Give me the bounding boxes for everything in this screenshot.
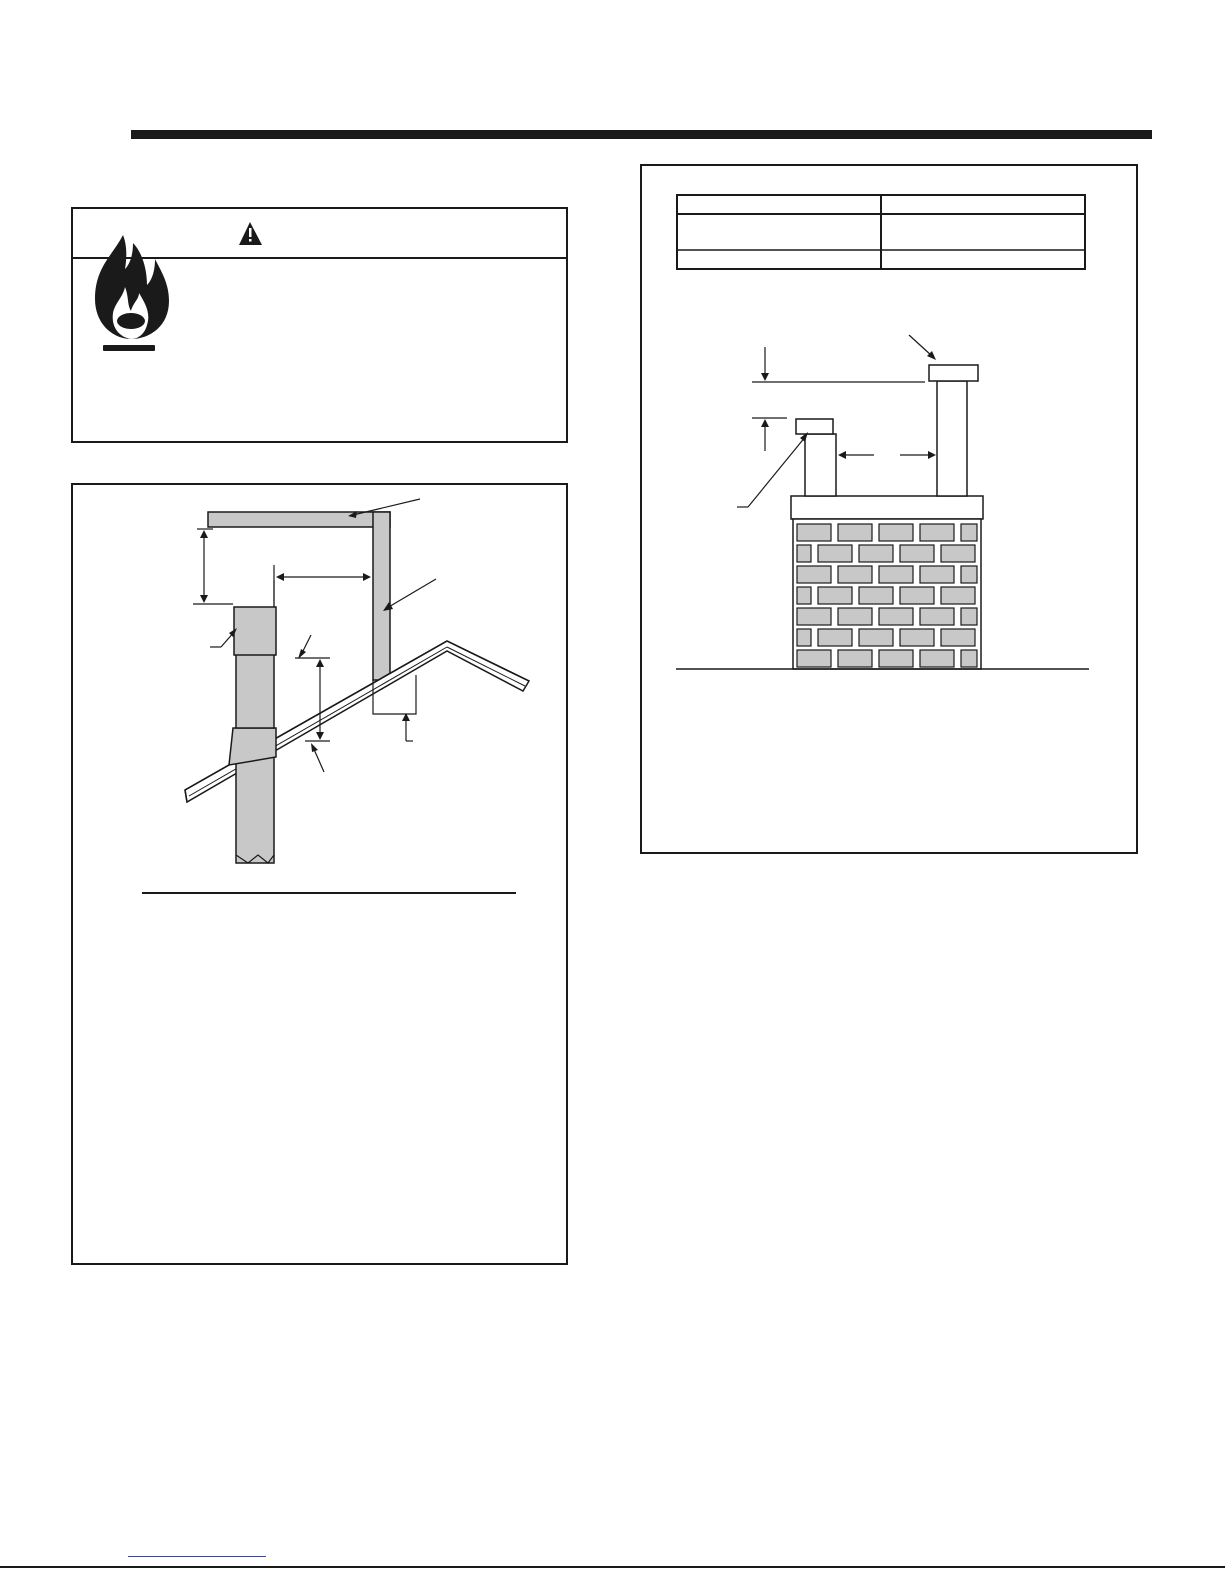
chimney-crown xyxy=(791,496,983,519)
wall-vertical xyxy=(373,512,390,680)
chimney-bricks xyxy=(797,524,977,667)
brick xyxy=(920,650,954,667)
brick xyxy=(900,587,934,604)
warning-box xyxy=(71,207,568,443)
wall-clearance-dimension xyxy=(274,565,371,607)
brick xyxy=(859,545,893,562)
brick xyxy=(941,629,975,646)
brick xyxy=(818,629,852,646)
overhang-clearance-dimension xyxy=(193,529,233,604)
roof-vent-diagram xyxy=(73,485,570,1267)
chimney-diagram xyxy=(642,166,1140,856)
warning-triangle-icon xyxy=(239,222,262,245)
roof-height-dimension xyxy=(295,635,330,772)
cap-leader xyxy=(210,628,237,647)
brick xyxy=(797,545,811,562)
brick xyxy=(900,545,934,562)
brick xyxy=(941,545,975,562)
brick xyxy=(961,524,977,541)
brick xyxy=(920,566,954,583)
brick xyxy=(797,524,831,541)
vent-cap-leader xyxy=(909,335,936,360)
vent-cap xyxy=(234,607,276,655)
brick xyxy=(797,650,831,667)
brick xyxy=(838,650,872,667)
brick xyxy=(879,524,913,541)
wall-base-leader xyxy=(402,713,413,741)
brick xyxy=(900,629,934,646)
brick xyxy=(859,587,893,604)
flame-icon xyxy=(95,235,169,351)
tall-vent xyxy=(929,365,978,496)
brick xyxy=(818,587,852,604)
figure-roof-termination xyxy=(71,483,568,1265)
vent-pipe xyxy=(229,580,276,863)
brick xyxy=(961,608,977,625)
brick xyxy=(797,629,811,646)
figure-chimney-termination xyxy=(640,164,1138,854)
clearance-table xyxy=(677,195,1085,269)
brick xyxy=(920,608,954,625)
brick xyxy=(838,524,872,541)
brick xyxy=(879,566,913,583)
brick xyxy=(961,650,977,667)
footer-rule xyxy=(0,1566,1225,1568)
brick xyxy=(797,608,831,625)
brick xyxy=(961,566,977,583)
header-rule xyxy=(131,130,1152,139)
brick xyxy=(941,587,975,604)
brick xyxy=(879,650,913,667)
brick xyxy=(797,587,811,604)
warning-graphics xyxy=(73,209,570,445)
brick xyxy=(838,608,872,625)
vent-height-dimension xyxy=(752,347,925,451)
separation-dimension xyxy=(838,451,936,459)
brick xyxy=(920,524,954,541)
brick xyxy=(838,566,872,583)
brick xyxy=(818,545,852,562)
brick xyxy=(859,629,893,646)
wall-leader xyxy=(383,579,436,611)
footer-link-underline[interactable] xyxy=(128,1556,266,1557)
brick xyxy=(797,566,831,583)
brick xyxy=(879,608,913,625)
overhang-horizontal xyxy=(208,512,390,527)
short-flue xyxy=(796,419,836,496)
